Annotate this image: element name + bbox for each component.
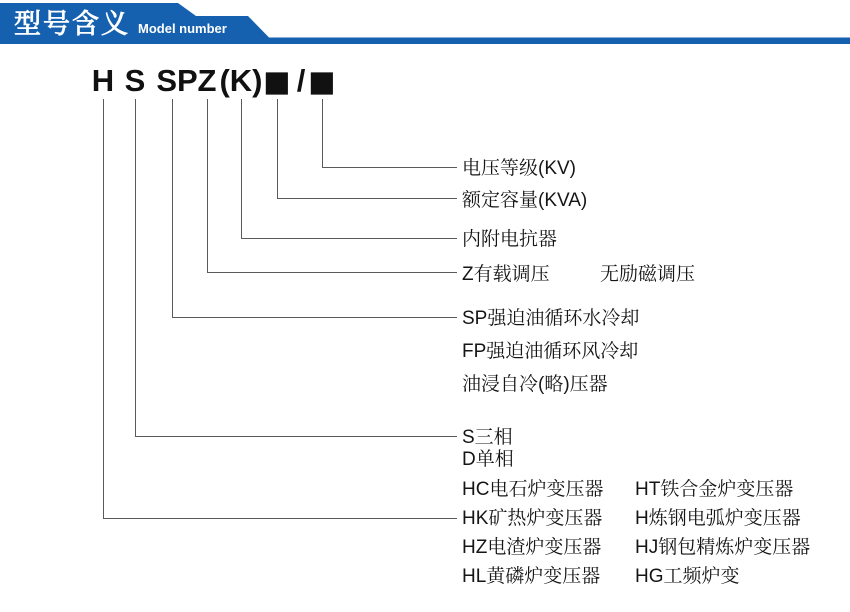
line-phase	[136, 99, 458, 437]
code-part-square2: ■	[308, 64, 336, 98]
code-part-k: (K)	[219, 63, 263, 98]
furnace-type: HK矿热炉变压器	[462, 508, 603, 529]
furnace-type: HZ电渣炉变压器	[462, 537, 602, 558]
furnace-type: HT铁合金炉变压器	[635, 479, 794, 500]
code-part-square1: ■	[263, 64, 291, 98]
page-title: 型号含义	[14, 9, 130, 39]
furnace-type: HL黄磷炉变压器	[462, 566, 601, 587]
connector-lines-group	[104, 99, 458, 519]
furnace-type: H炼钢电弧炉变压器	[635, 508, 801, 529]
furnace-type: HG工频炉变	[635, 566, 740, 587]
furnace-type-list	[462, 479, 810, 588]
code-part-sp: SP	[156, 63, 198, 98]
line-furnace	[104, 99, 458, 519]
code-part-s: S	[124, 63, 146, 98]
label-rated-capacity: 额定容量(KVA)	[462, 190, 588, 211]
furnace-type: HJ钢包精炼炉变压器	[635, 537, 811, 558]
label-cooling-oil-immersed: 油浸自冷(略)压器	[462, 374, 608, 395]
label-phase-three: S三相	[462, 427, 513, 448]
label-cooling-sp: SP强迫油循环水冷却	[462, 308, 640, 329]
label-cooling-fp: FP强迫油循环风冷却	[462, 341, 639, 362]
line-voltage	[323, 99, 458, 168]
line-cooling	[173, 99, 458, 318]
page-subtitle: Model number	[138, 21, 227, 36]
line-regulation	[208, 99, 458, 273]
line-reactor	[242, 99, 458, 239]
code-part-z: Z	[197, 63, 217, 98]
label-no-excitation-regulation: 无励磁调压	[600, 264, 696, 285]
label-on-load-regulation: Z有载调压	[462, 264, 550, 285]
label-voltage-class: 电压等级(KV)	[462, 158, 577, 179]
furnace-type: HC电石炉变压器	[462, 479, 604, 500]
code-part-slash: /	[296, 63, 306, 98]
line-capacity	[278, 99, 458, 199]
label-built-in-reactor: 内附电抗器	[462, 229, 558, 250]
code-part-h: H	[91, 63, 115, 98]
label-phase-single: D单相	[462, 449, 514, 470]
